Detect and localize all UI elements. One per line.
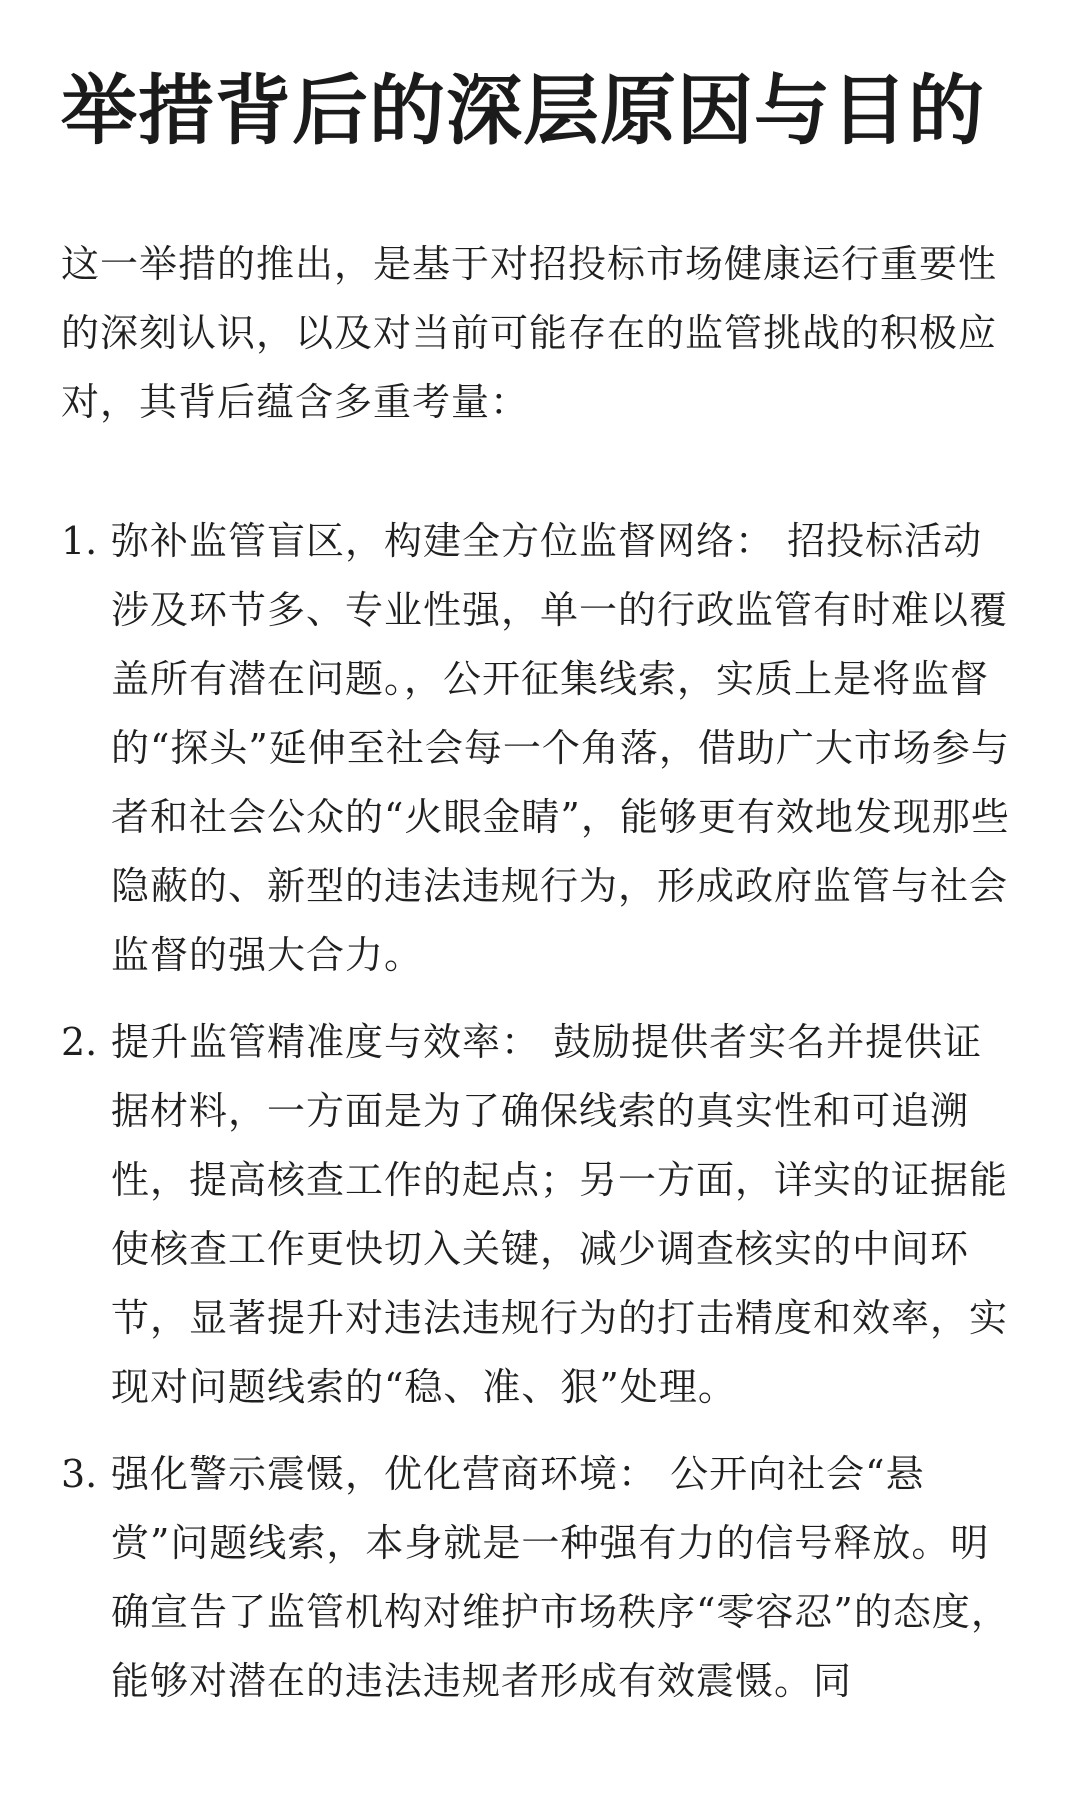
intro-paragraph: 这一举措的推出，是基于对招投标市场健康运行重要性的深刻认识，以及对当前可能存在的监管挑战的积极应对，其背后蕴含多重考量： [61,242,998,424]
list-item-text: 提升监管精准度与效率： 鼓励提供者实名并提供证据材料，一方面是为了确保线索的真实性和可追溯性，提高核查工作的起点；另一方面，详实的证据能使核查工作更快切入关键，减少调查核实的中间环节，显著提升对违法违规行为的打击精度和效率，实现对问题线索的“稳、准、狠”处理。 [111,1020,1009,1409]
list-item [61,1440,1019,1716]
list-item [61,1008,1019,1422]
list-item [61,507,1019,990]
list-item-text: 强化警示震慑，优化营商环境： 公开向社会“悬赏”问题线索，本身就是一种强有力的信号释放。明确宣告了监管机构对维护市场秩序“零容忍”的态度，能够对潜在的违法违规者形成有效震慑。同 [111,1452,1010,1703]
list-item-text: 弥补监管盲区，构建全方位监督网络： 招投标活动涉及环节多、专业性强，单一的行政监管有时难以覆盖所有潜在问题。，公开征集线索，实质上是将监督的“探头”延伸至社会每一个角落，借助广大市场参与者和社会公众的“火眼金睛”，能够更有效地发现那些隐蔽的、新型的违法违规行为，形成政府监管与社会监督的强大合力。 [111,519,1010,977]
list-item-number: 1. [61,519,98,563]
list-item-number: 2. [61,1020,98,1064]
article-title: 举措背后的深层原因与目的 [61,66,985,155]
reasons-list [61,507,1019,1716]
list-item-number: 3. [61,1452,98,1496]
